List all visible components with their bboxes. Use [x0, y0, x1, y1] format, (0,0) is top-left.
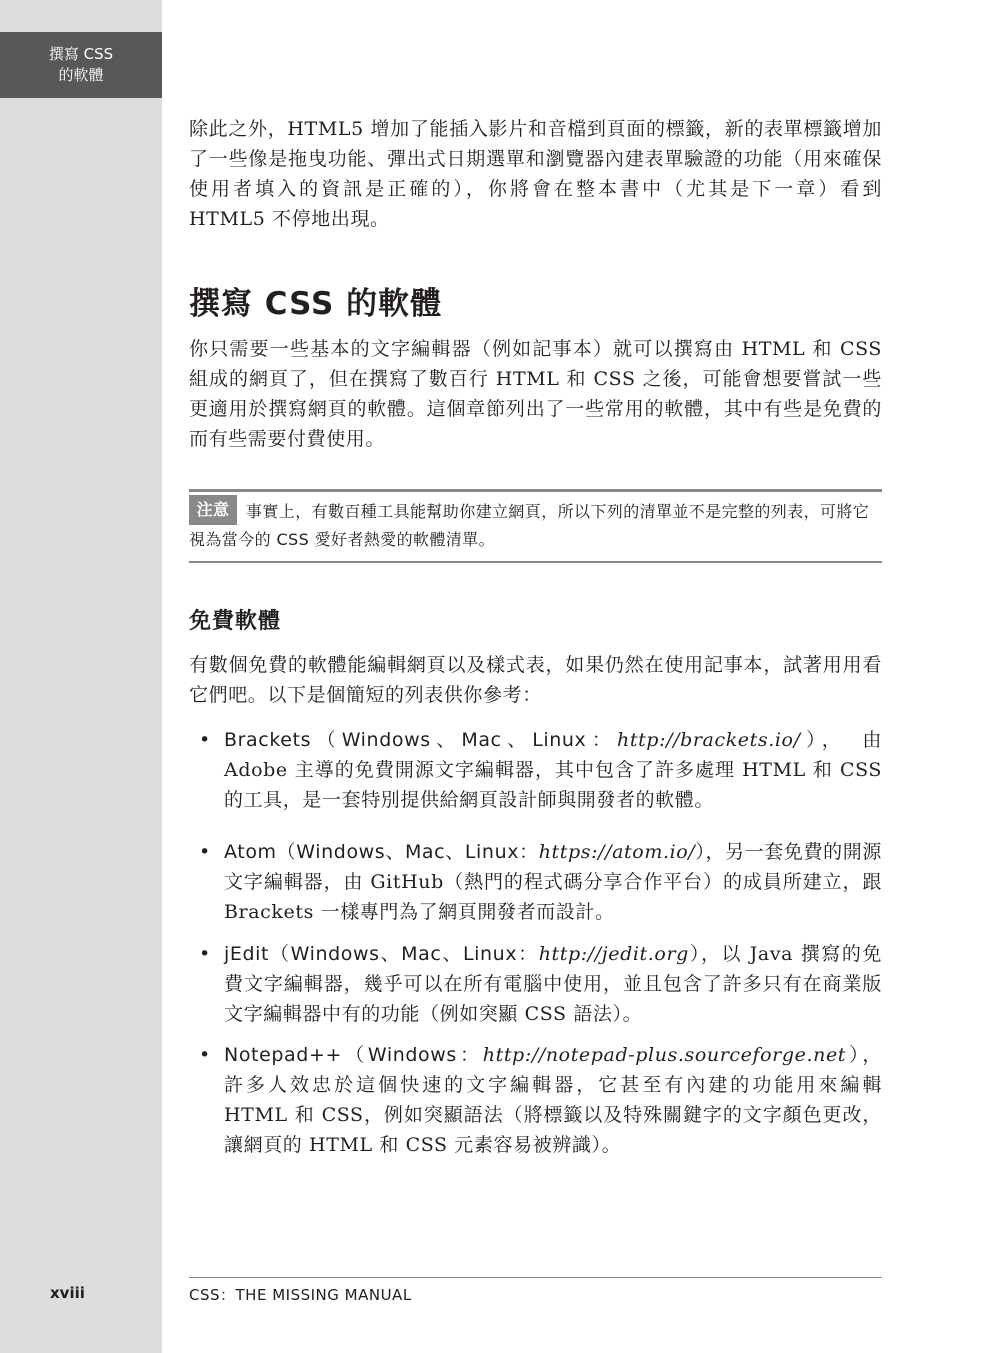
- bullet-icon: •: [199, 1044, 211, 1066]
- software-platforms: （Windows：: [341, 1044, 483, 1066]
- subsection-paragraph: 有數個免費的軟體能編輯網頁以及樣式表，如果仍然在使用記事本，試著用用看它們吧。以下是個簡短的列表供你參考：: [189, 654, 882, 706]
- software-url[interactable]: http://brackets.io/: [617, 729, 801, 751]
- software-platforms: （Windows、Mac、Linux：: [269, 943, 539, 965]
- intro-paragraph: 除此之外，HTML5 增加了能插入影片和音檔到頁面的標籤，新的表單標籤增加了一些像是拖曳功能、彈出式日期選單和瀏覽器內建表單驗證的功能（用來確保使用者填入的資訊是正確的），你將會在整本書中（尤其是下一章）看到 HTML5 不停地出現。: [189, 118, 882, 230]
- list-item-body: [224, 1040, 882, 1160]
- software-name: Brackets: [224, 729, 312, 751]
- subsection-heading: 免費軟體: [189, 609, 282, 634]
- list-item-body: [224, 725, 882, 815]
- footer-book-title: CSS：THE MISSING MANUAL: [189, 1286, 412, 1304]
- software-description: ）， 由 Adobe 主導的免費開源文字編輯器，其中包含了許多處理 HTML 和 CSS 的工具，是一套特別提供給網頁設計師與開發者的軟體。: [224, 729, 882, 811]
- software-platforms: （Windows、Mac、Linux：: [276, 841, 539, 863]
- section-heading: 撰寫 CSS 的軟體: [189, 286, 443, 322]
- software-description: ），另一套免費的開源文字編輯器，由 GitHub（熱門的程式碼分享合作平台）的成員所建立，跟 Brackets 一樣專門為了網頁開發者而設計。: [224, 841, 882, 923]
- chapter-tab: [0, 32, 162, 98]
- software-description: ），許多人效忠於這個快速的文字編輯器，它甚至有內建的功能用來編輯 HTML 和 CSS，例如突顯語法（將標籤以及特殊關鍵字的文字顏色更改，讓網頁的 HTML 和 CSS 元素容易被辨識）。: [224, 1044, 883, 1156]
- list-item-body: [224, 939, 882, 1029]
- note-label: 注意: [189, 495, 237, 525]
- bullet-icon: •: [199, 841, 211, 863]
- software-name: jEdit: [224, 943, 270, 965]
- chapter-title-line2: 的軟體: [58, 66, 104, 84]
- bullet-icon: •: [199, 729, 211, 751]
- page-number: xviii: [50, 1284, 85, 1302]
- note-box: [189, 489, 882, 563]
- note-text: 事實上，有數百種工具能幫助你建立網頁，所以下列的清單並不是完整的列表，可將它視為當今的 CSS 愛好者熱愛的軟體清單。: [189, 502, 870, 549]
- bullet-icon: •: [199, 943, 211, 965]
- software-url[interactable]: http://jedit.org: [538, 943, 689, 965]
- chapter-title-line1: 撰寫 CSS: [48, 45, 114, 63]
- software-name: Atom: [224, 841, 277, 863]
- list-item-body: [224, 837, 882, 927]
- section-paragraph: 你只需要一些基本的文字編輯器（例如記事本）就可以撰寫由 HTML 和 CSS 組成的網頁了，但在撰寫了數百行 HTML 和 CSS 之後，可能會想要嘗試一些更適用於撰寫網頁的軟體。這個章節列出了一些常用的軟體，其中有些是免費的而有些需要付費使用。: [189, 338, 882, 450]
- footer-divider: [189, 1277, 882, 1278]
- software-url[interactable]: https://atom.io/: [538, 841, 696, 863]
- software-description: ），以 Java 撰寫的免費文字編輯器，幾乎可以在所有電腦中使用，並且包含了許多只有在商業版文字編輯器中有的功能（例如突顯 CSS 語法）。: [224, 943, 883, 1025]
- sidebar: [0, 0, 162, 1353]
- software-platforms: （Windows、Mac、Linux：: [311, 729, 617, 751]
- software-url[interactable]: http://notepad-plus.sourceforge.net: [482, 1044, 847, 1066]
- software-name: Notepad++: [224, 1044, 342, 1066]
